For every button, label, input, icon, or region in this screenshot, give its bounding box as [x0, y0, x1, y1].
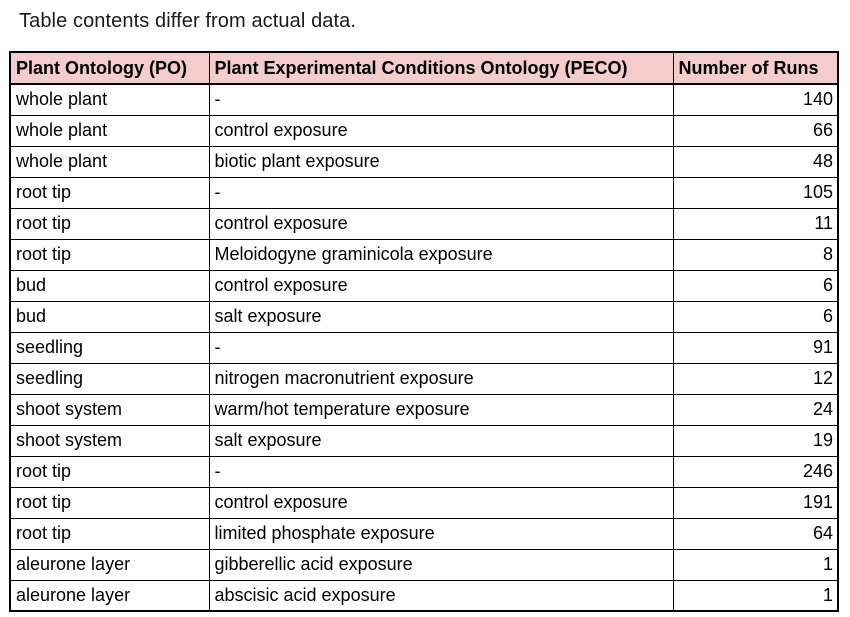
table-row — [10, 425, 838, 456]
cell-runs: 11 — [673, 208, 838, 239]
table-row — [10, 177, 838, 208]
cell-po: root tip — [10, 239, 209, 270]
cell-peco: salt exposure — [209, 425, 673, 456]
cell-runs: 246 — [673, 456, 838, 487]
cell-peco: nitrogen macronutrient exposure — [209, 363, 673, 394]
cell-po: seedling — [10, 363, 209, 394]
cell-po: aleurone layer — [10, 549, 209, 580]
table-row — [10, 518, 838, 549]
cell-po: whole plant — [10, 115, 209, 146]
cell-po: whole plant — [10, 146, 209, 177]
cell-po: root tip — [10, 518, 209, 549]
cell-peco: biotic plant exposure — [209, 146, 673, 177]
table-row — [10, 580, 838, 611]
cell-po: seedling — [10, 332, 209, 363]
cell-runs: 48 — [673, 146, 838, 177]
table-row — [10, 84, 838, 115]
table-body — [10, 84, 838, 611]
cell-runs: 191 — [673, 487, 838, 518]
cell-runs: 19 — [673, 425, 838, 456]
cell-runs: 8 — [673, 239, 838, 270]
cell-peco: Meloidogyne graminicola exposure — [209, 239, 673, 270]
cell-peco: warm/hot temperature exposure — [209, 394, 673, 425]
cell-peco: limited phosphate exposure — [209, 518, 673, 549]
cell-runs: 1 — [673, 549, 838, 580]
cell-runs: 64 — [673, 518, 838, 549]
table-row — [10, 549, 838, 580]
cell-po: bud — [10, 301, 209, 332]
cell-peco: - — [209, 332, 673, 363]
header-peco: Plant Experimental Conditions Ontology (PECO) — [209, 52, 673, 84]
table-row — [10, 301, 838, 332]
cell-runs: 1 — [673, 580, 838, 611]
header-number-of-runs: Number of Runs — [673, 52, 838, 84]
cell-peco: - — [209, 84, 673, 115]
table-header-row — [10, 52, 838, 84]
table-row — [10, 332, 838, 363]
cell-po: aleurone layer — [10, 580, 209, 611]
cell-po: shoot system — [10, 394, 209, 425]
cell-po: bud — [10, 270, 209, 301]
header-po: Plant Ontology (PO) — [10, 52, 209, 84]
cell-peco: - — [209, 177, 673, 208]
table-row — [10, 487, 838, 518]
table-row — [10, 239, 838, 270]
table-row — [10, 270, 838, 301]
cell-po: root tip — [10, 456, 209, 487]
table-row — [10, 456, 838, 487]
cell-po: shoot system — [10, 425, 209, 456]
cell-runs: 105 — [673, 177, 838, 208]
cell-peco: control exposure — [209, 115, 673, 146]
cell-po: root tip — [10, 177, 209, 208]
cell-peco: - — [209, 456, 673, 487]
disclaimer-note: Table contents differ from actual data. — [19, 10, 357, 32]
table-row — [10, 394, 838, 425]
cell-po: root tip — [10, 208, 209, 239]
cell-runs: 140 — [673, 84, 838, 115]
runs-table — [9, 51, 839, 612]
cell-po: whole plant — [10, 84, 209, 115]
cell-runs: 6 — [673, 301, 838, 332]
table-row — [10, 115, 838, 146]
table-row — [10, 208, 838, 239]
cell-runs: 24 — [673, 394, 838, 425]
cell-peco: control exposure — [209, 208, 673, 239]
cell-peco: control exposure — [209, 487, 673, 518]
cell-peco: abscisic acid exposure — [209, 580, 673, 611]
cell-runs: 66 — [673, 115, 838, 146]
cell-peco: control exposure — [209, 270, 673, 301]
cell-peco: gibberellic acid exposure — [209, 549, 673, 580]
cell-runs: 12 — [673, 363, 838, 394]
cell-peco: salt exposure — [209, 301, 673, 332]
table-row — [10, 363, 838, 394]
cell-runs: 91 — [673, 332, 838, 363]
cell-runs: 6 — [673, 270, 838, 301]
cell-po: root tip — [10, 487, 209, 518]
table-row — [10, 146, 838, 177]
